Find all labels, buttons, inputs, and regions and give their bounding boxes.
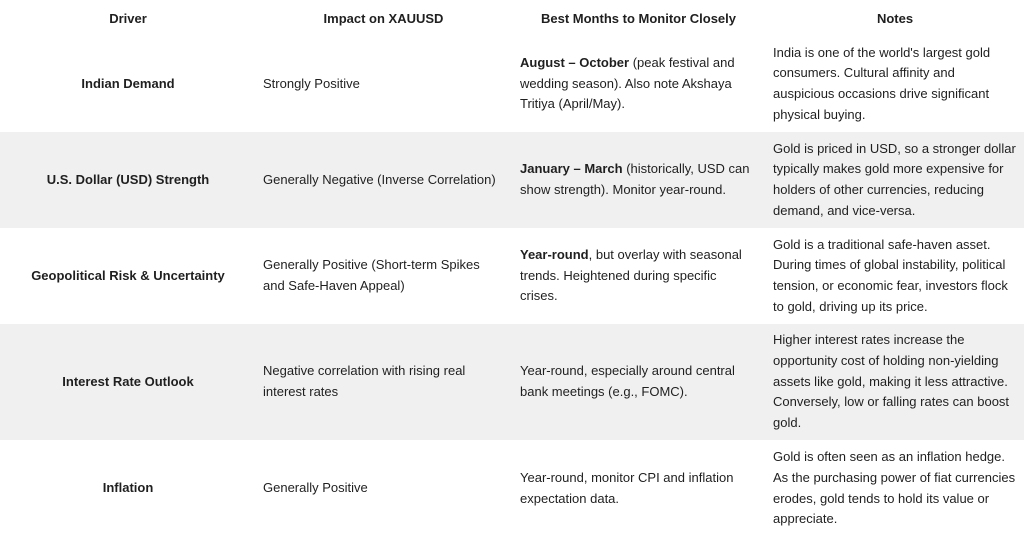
months-text: , but overlay with seasonal trends. Heightened during specific crises. bbox=[520, 246, 742, 304]
notes-cell: Gold is priced in USD, so a stronger dollar typically makes gold more expensive for holders of other currencies, reducing demand, and vice-versa. bbox=[773, 140, 1016, 218]
column-header-months: Best Months to Monitor Closely bbox=[541, 10, 736, 26]
driver-cell: Inflation bbox=[102, 480, 154, 496]
months-highlight: January – March bbox=[520, 161, 623, 177]
months-highlight: August – October bbox=[520, 54, 630, 70]
column-header-impact: Impact on XAUUSD bbox=[323, 10, 444, 26]
notes-cell: Higher interest rates increase the opportunity cost of holding non-yielding assets like gold, making it less attractive. Conversely, low or falling rates can boost gold. bbox=[773, 332, 1010, 431]
impact-cell: Generally Negative (Inverse Correlation) bbox=[263, 171, 496, 187]
months-cell bbox=[511, 324, 766, 440]
header-row bbox=[0, 0, 1024, 36]
months-cell bbox=[511, 228, 766, 324]
column-header-driver: Driver bbox=[109, 10, 147, 26]
table-row-inflation bbox=[0, 440, 1024, 537]
months-cell bbox=[511, 440, 766, 537]
driver-cell: Geopolitical Risk & Uncertainty bbox=[31, 267, 225, 283]
months-cell bbox=[511, 36, 766, 132]
months-text: Year-round, monitor CPI and inflation expectation data. bbox=[520, 469, 734, 506]
months-text: (peak festival and wedding season). Also note Akshaya Tritiya (April/May). bbox=[520, 54, 735, 112]
months-text: Year-round, especially around central bank meetings (e.g., FOMC). bbox=[520, 363, 735, 399]
impact-cell: Generally Positive bbox=[263, 480, 368, 496]
impact-cell: Negative correlation with rising real interest rates bbox=[263, 363, 466, 399]
table-row-usd-strength bbox=[0, 132, 1024, 228]
impact-cell: Generally Positive (Short-term Spikes and Safe-Haven Appeal) bbox=[263, 257, 480, 293]
table-row-indian-demand bbox=[0, 36, 1024, 132]
driver-cell: Indian Demand bbox=[81, 75, 175, 91]
driver-cell: Interest Rate Outlook bbox=[62, 373, 194, 389]
table-row-geopolitical-risk bbox=[0, 228, 1024, 324]
driver-cell: U.S. Dollar (USD) Strength bbox=[46, 171, 210, 187]
table-header bbox=[0, 0, 1024, 36]
notes-cell: India is one of the world's largest gold consumers. Cultural affinity and auspicious occasions drive significant physical buying. bbox=[773, 44, 991, 122]
notes-cell: Gold is a traditional safe-haven asset. During times of global instability, political tension, or economic fear, investors flock to gold, driving up its price. bbox=[773, 236, 1008, 314]
months-text: (historically, USD can show strength). Monitor year-round. bbox=[520, 161, 750, 197]
months-highlight: Year-round bbox=[520, 246, 589, 262]
impact-cell: Strongly Positive bbox=[263, 75, 360, 91]
notes-cell: Gold is often seen as an inflation hedge. As the purchasing power of fiat currencies erodes, gold tends to hold its value or appreciate. bbox=[773, 449, 1016, 527]
months-cell bbox=[511, 132, 766, 228]
table-body bbox=[0, 36, 1024, 537]
table-row-interest-rate bbox=[0, 324, 1024, 440]
column-header-notes: Notes bbox=[876, 10, 914, 26]
